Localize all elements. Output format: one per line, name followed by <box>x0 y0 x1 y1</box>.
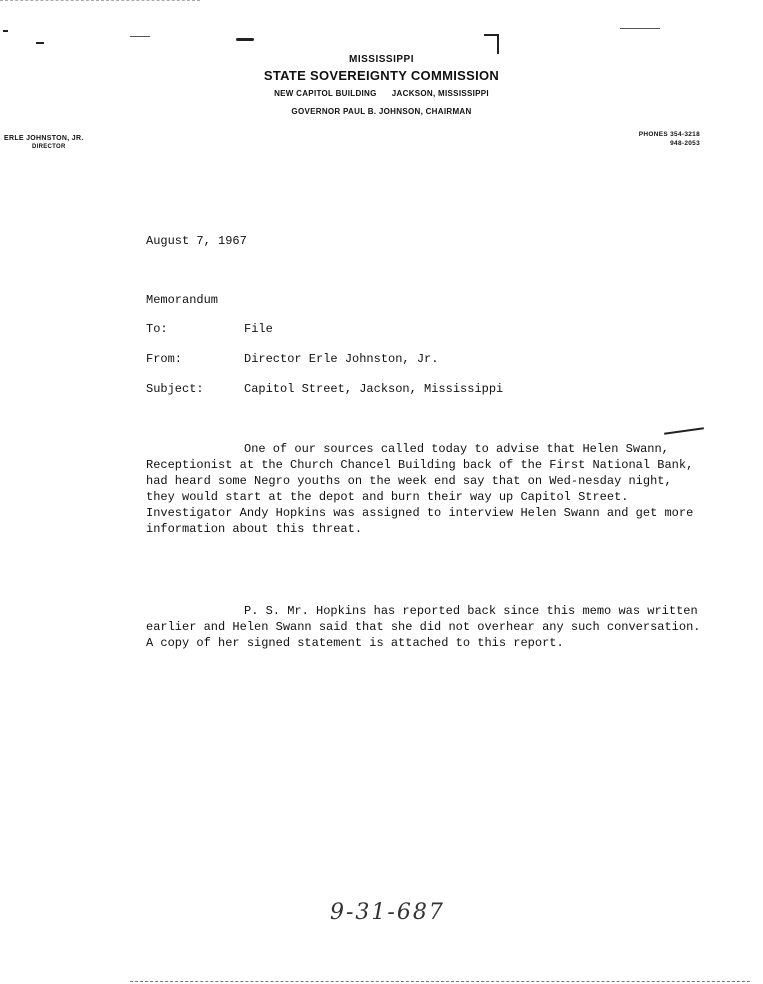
bottom-edge-rule <box>130 981 750 983</box>
memo-subject-value: Capitol Street, Jackson, Mississippi <box>244 382 504 396</box>
letterhead-city: JACKSON, MISSISSIPPI <box>391 89 489 98</box>
letterhead-building: NEW CAPITOL BUILDING <box>274 89 377 98</box>
top-edge-rule <box>0 0 200 2</box>
letterhead-phones-block <box>639 130 700 148</box>
letterhead-address <box>0 89 763 98</box>
scan-mark <box>497 34 499 54</box>
letterhead-governor-line: GOVERNOR PAUL B. JOHNSON, CHAIRMAN <box>291 107 472 116</box>
memo-subject-label: Subject: <box>146 382 204 396</box>
scan-mark <box>484 34 498 36</box>
letterhead-phones-line1: PHONES 354-3218 <box>638 131 700 138</box>
handwritten-mark <box>664 427 704 435</box>
scan-mark <box>3 30 8 32</box>
scan-mark <box>36 42 44 44</box>
letterhead-director-title: DIRECTOR <box>32 144 66 150</box>
scan-mark <box>130 36 150 37</box>
memo-date: August 7, 1967 <box>146 234 247 248</box>
letterhead-state: MISSISSIPPI <box>349 54 414 65</box>
memo-from-value: Director Erle Johnston, Jr. <box>244 352 439 366</box>
letterhead-phones-line2: 948-2053 <box>670 140 700 147</box>
memo-body-paragraph: One of our sources called today to advise that Helen Swann, Receptionist at the Church Chancel Building back of the First National Bank, had heard some Negro youths on the week end say that on Wed-nesday night, they would start at the depot and burn their way up Capitol Street. Investigator Andy Hopkins was assigned to interview Helen Swann and get more information about this threat. <box>146 442 694 536</box>
letterhead-director-block <box>4 134 84 152</box>
memo-postscript-paragraph: P. S. Mr. Hopkins has reported back since this memo was written earlier and Helen Swann said that she did not overhear any such conversation. A copy of her signed statement is attached to this report. <box>146 604 701 650</box>
memo-from-label: From: <box>146 352 183 366</box>
letterhead-commission-name: STATE SOVEREIGNTY COMMISSION <box>263 68 500 83</box>
memo-to-label: To: <box>146 322 168 336</box>
scan-mark <box>620 28 660 29</box>
memo-to-value: File <box>244 322 273 336</box>
handwritten-file-number: 9-31-687 <box>330 900 445 925</box>
memo-type-label: Memorandum <box>146 293 219 307</box>
scan-mark <box>236 38 254 41</box>
letterhead-director-name: ERLE JOHNSTON, JR. <box>4 135 84 142</box>
